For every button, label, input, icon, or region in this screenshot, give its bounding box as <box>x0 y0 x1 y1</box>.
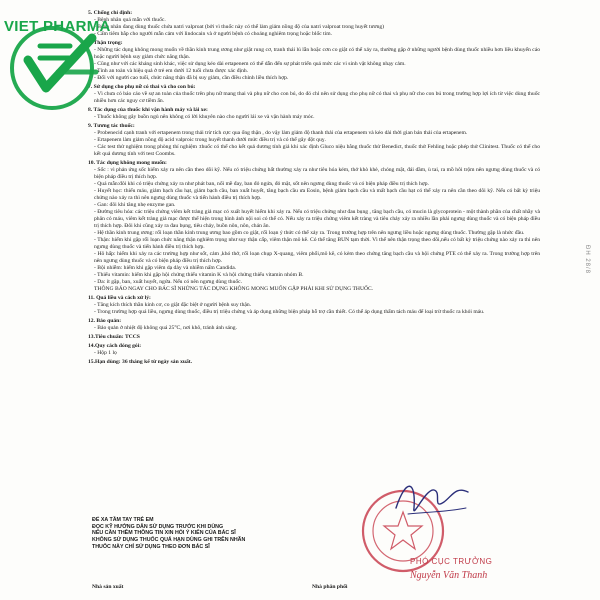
section-title: 11. Quá liều và cách xử lý: <box>88 295 151 301</box>
section-line: - Sốc : vì phản ứng sốc hiếm xảy ra nên cần theo dõi kỹ. Nếu có triệu chứng bất thường xảy ra như tiêu hóa kém, thở khò khè, chóng mặt, đái dầm, ù tai, ra mồ hôi trộm nên ngưng dùng thuốc và có biện pháp điều trị thích hợp. <box>94 167 540 180</box>
section-line: - Bệnh nhân đang dùng thuốc chứa natri valproat (bởi vì thuốc này có thể làm giảm nồng độ của natri valproat trong huyết tương) <box>94 24 385 30</box>
section-title: 8. Tác dụng của thuốc khi vận hành máy và lái xe: <box>88 107 208 113</box>
warning-line: KHÔNG SỬ DỤNG THUỐC QUÁ HẠN DÙNG GHI TRÊN NHÃN <box>92 537 246 544</box>
section-line: - Thận: hiếm khi gặp rối loạn chức năng thận nghiêm trọng như suy thận cấp, viêm thận mô kẽ. Có thể tăng BUN tạm thời. Vì thế nên thận trọng theo dõi,nếu có bất kỳ triệu chứng nào xảy ra thì nên ngưng dùng thuốc và tiến hành điều trị thích hợp. <box>94 237 540 250</box>
section-line: - Hô hấp: hiếm khi xảy ra các trường hợp như sốt, cảm ,khó thở, rối loạn chụp X-quang, viêm phổi,mô kẽ, có kèm theo chứng tăng bạch cầu và hội chứng PTE có thể xảy ra. Trong trường hợp trên nên ngưng dùng thuốc và có biện pháp điều trị thích hợp. <box>94 251 540 264</box>
section-line: - Tính an toàn và hiệu quả ở trẻ em dưới 12 tuổi chưa được xác định. <box>94 68 249 74</box>
section-line: THÔNG BÁO NGAY CHO BÁC SĨ NHỮNG TÁC DỤNG KHÔNG MONG MUỐN GẶP PHẢI KHI SỬ DỤNG THUỐC. <box>94 286 374 292</box>
section-line: - Trong trường hợp quá liều, ngưng dùng thuốc, điều trị triệu chứng và áp dụng những biện pháp hỗ trợ cần thiết. Có thể áp dụng thẩm tách máu để loại trừ thuốc ra khỏi máu. <box>94 309 485 315</box>
signatory-name: Nguyễn Văn Thanh <box>410 570 488 581</box>
distributor-label: Nhà phân phối <box>312 584 348 590</box>
section-line: - Thuốc không gây buồn ngủ nên không có lời khuyên nào cho người lái xe và vận hành máy móc. <box>94 114 315 120</box>
section-title: 14.Quy cách đóng gói: <box>88 343 142 349</box>
section-title: 7. Sử dụng cho phụ nữ có thai và cho con bú: <box>88 84 196 90</box>
warning-line: NẾU CẦN THÊM THÔNG TIN XIN HỎI Ý KIẾN CỦA BÁC SĨ <box>92 530 236 537</box>
margin-handwriting: ĐH 28/8 <box>584 245 590 275</box>
brand-logo <box>0 2 160 117</box>
section-line: - Đối với người cao tuổi, chức năng thận đã bị suy giảm, cần điều chỉnh liều thích hợp. <box>94 75 289 81</box>
section-line: - Probenecid cạnh tranh với ertapenem trong thải trừ tích cực qua ống thận , do vậy làm giảm độ thanh thải của ertapenem và kéo dài thời gian bán thải của ertapenem. <box>94 130 468 136</box>
signatory-title: PHÓ CỤC TRƯỞNG <box>410 557 493 566</box>
section-title: 9. Tương tác thuốc: <box>88 123 135 129</box>
section-title: 10. Tác dụng không mong muốn: <box>88 160 167 166</box>
section-title: 13.Tiêu chuẩn: TCCS <box>88 334 140 340</box>
warning-line: THUỐC NÀY CHỈ SỬ DỤNG THEO ĐƠN BÁC SĨ <box>92 543 210 550</box>
section-title: 12. Bảo quản: <box>88 318 122 324</box>
section-line: - Gan: đôi khi tăng nhẹ enzyme gan. <box>94 202 176 208</box>
section-line: - Các test thử nghiệm trong phòng thí nghiệm :thuốc có thể cho kết quả dương tính giả khi xác định Gluco niệu bằng thuốc thử Benedict, thuốc thử Fehling hoặc phép thử Clinitest. Thuốc có thể cho kết quả dương tính với test Coombs. <box>94 144 540 157</box>
producer-label: Nhà sản xuất <box>92 584 124 590</box>
section-line: - Ertapenem làm giảm nồng độ acid valproic trong huyết thanh dưới mức điều trị và có thể gây đột quỵ. <box>94 137 326 143</box>
section-line: - Bệnh nhân quá mẫn với thuốc. <box>94 17 166 23</box>
section-line: - Bảo quản ở nhiệt độ không quá 25°C, nơi khô, tránh ánh sáng. <box>94 325 238 331</box>
warning-line: ĐỂ XA TẦM TAY TRẺ EM <box>92 517 154 523</box>
section-title: 6. Thận trọng: <box>88 40 123 46</box>
logo-brand-text: VIET PHARMA <box>4 18 111 35</box>
section-line: - Tăng kích thích thần kinh cơ, co giật đặc biệt ở người bệnh suy thận. <box>94 302 252 308</box>
section-line: - Cấm tiêm bắp cho người mẫn cảm với lindocain và ở người bệnh có choáng nghiêm trọng hoặc blốc tim. <box>94 31 333 37</box>
signature-scribble-icon <box>386 468 476 528</box>
section-line: - Hệ thần kinh trung ương: rối loạn thần kinh trung ương bao gồm co giật, rối loạn ý thức có thể xảy ra. Trong trường hợp trên nên ngưng liều hoặc ngưng dùng thuốc. Thường gặp là nhức đầu. <box>94 230 525 236</box>
section-line: - Thiếu vitamin: hiếm khi gặp hội chứng thiếu vitamin K và hội chứng thiếu vitamin nhóm B. <box>94 272 304 278</box>
section-title: 15.Hạn dùng: 36 tháng kể từ ngày sản xuất. <box>88 359 193 365</box>
warning-block <box>92 517 322 551</box>
section-line: - Hộp 1 lọ <box>94 350 117 356</box>
section-line: - Vì chưa có báo cáo về sự an toàn của thuốc trên phụ nữ mang thai và phụ nữ cho con bú, do đó chỉ nên sử dụng cho phụ nữ có thai và phụ nữ cho con bú trong trường hợp lợi ích từ việc dùng thuốc nhiều hơn các nguy cơ tiềm ẩn. <box>94 91 540 104</box>
section-title: 5. Chống chỉ định: <box>88 10 133 16</box>
section-line: - Huyết học: thiếu máu, giảm bạch cầu hạt, giảm bạch cầu, ban xuất huyết, tăng bạch cầu ưa Eosin, bệnh giảm bạch cầu và mất bạch cầu hạt có thể xảy ra nên cần theo dõi kỹ. Nếu có bất kỳ triệu chứng nào xảy ra thì nên ngưng dùng thuốc và tiến hành điều trị thích hợp. <box>94 188 540 201</box>
section-line: - Quá mẫn:đôi khi có triệu chứng xảy ra như phát ban, nổi mề đay, ban đỏ ngứa, đỏ mặt, sốt nên ngưng dùng thuốc và có biện pháp điều trị thích hợp. <box>94 181 429 187</box>
section-line: - Những tác dụng không mong muốn về thần kinh trung ương như giật rung cơ, tranh thái lú lẫn hoặc cơn co giật có thể xảy ra, thường gặp ở những người bệnh dùng thuốc nhiều hơn liều khuyến cáo hoặc người bệnh suy giảm chức năng thận. <box>94 47 540 60</box>
section-line: - Cũng như với các kháng sinh khác, việc sử dụng kéo dài ertapenem có thể dẫn đến sự phát triển quá mức các vi sinh vật không nhạy cảm. <box>94 61 406 67</box>
warning-line: ĐỌC KỸ HƯỚNG DẪN SỬ DỤNG TRƯỚC KHI DÙNG <box>92 523 224 530</box>
section-line: - Đường tiêu hóa: các triệu chứng viêm kết tràng giả mạc có xuất huyết hiếm khi xảy ra. Nếu có triệu chứng như đau bụng , tăng bạch cầu, có mucin là glycoprotein - một thành phần của chất nhầy và phân có máu, viêm kết tràng giả mạc được thể hiện trong hình ảnh nội soi có thể có. Nếu xảy ra triệu chứng viêm kết tràng và tiêu chảy xảy ra nhiều lần phải ngưng dùng thuốc và có biện pháp điều trị thích hợp. Đôi khi cũng xảy ra đau bụng, tiêu chảy, buồn nôn, nôn, chán ăn. <box>94 209 540 229</box>
section-line: - Bội nhiễm: hiếm khi gặp viêm dạ dày và nhiễm nấm Candida. <box>94 265 237 271</box>
section-line: - Da: ít gặp, ban, xuất huyết, ngứa. Nếu có nên ngưng dùng thuốc. <box>94 279 243 285</box>
